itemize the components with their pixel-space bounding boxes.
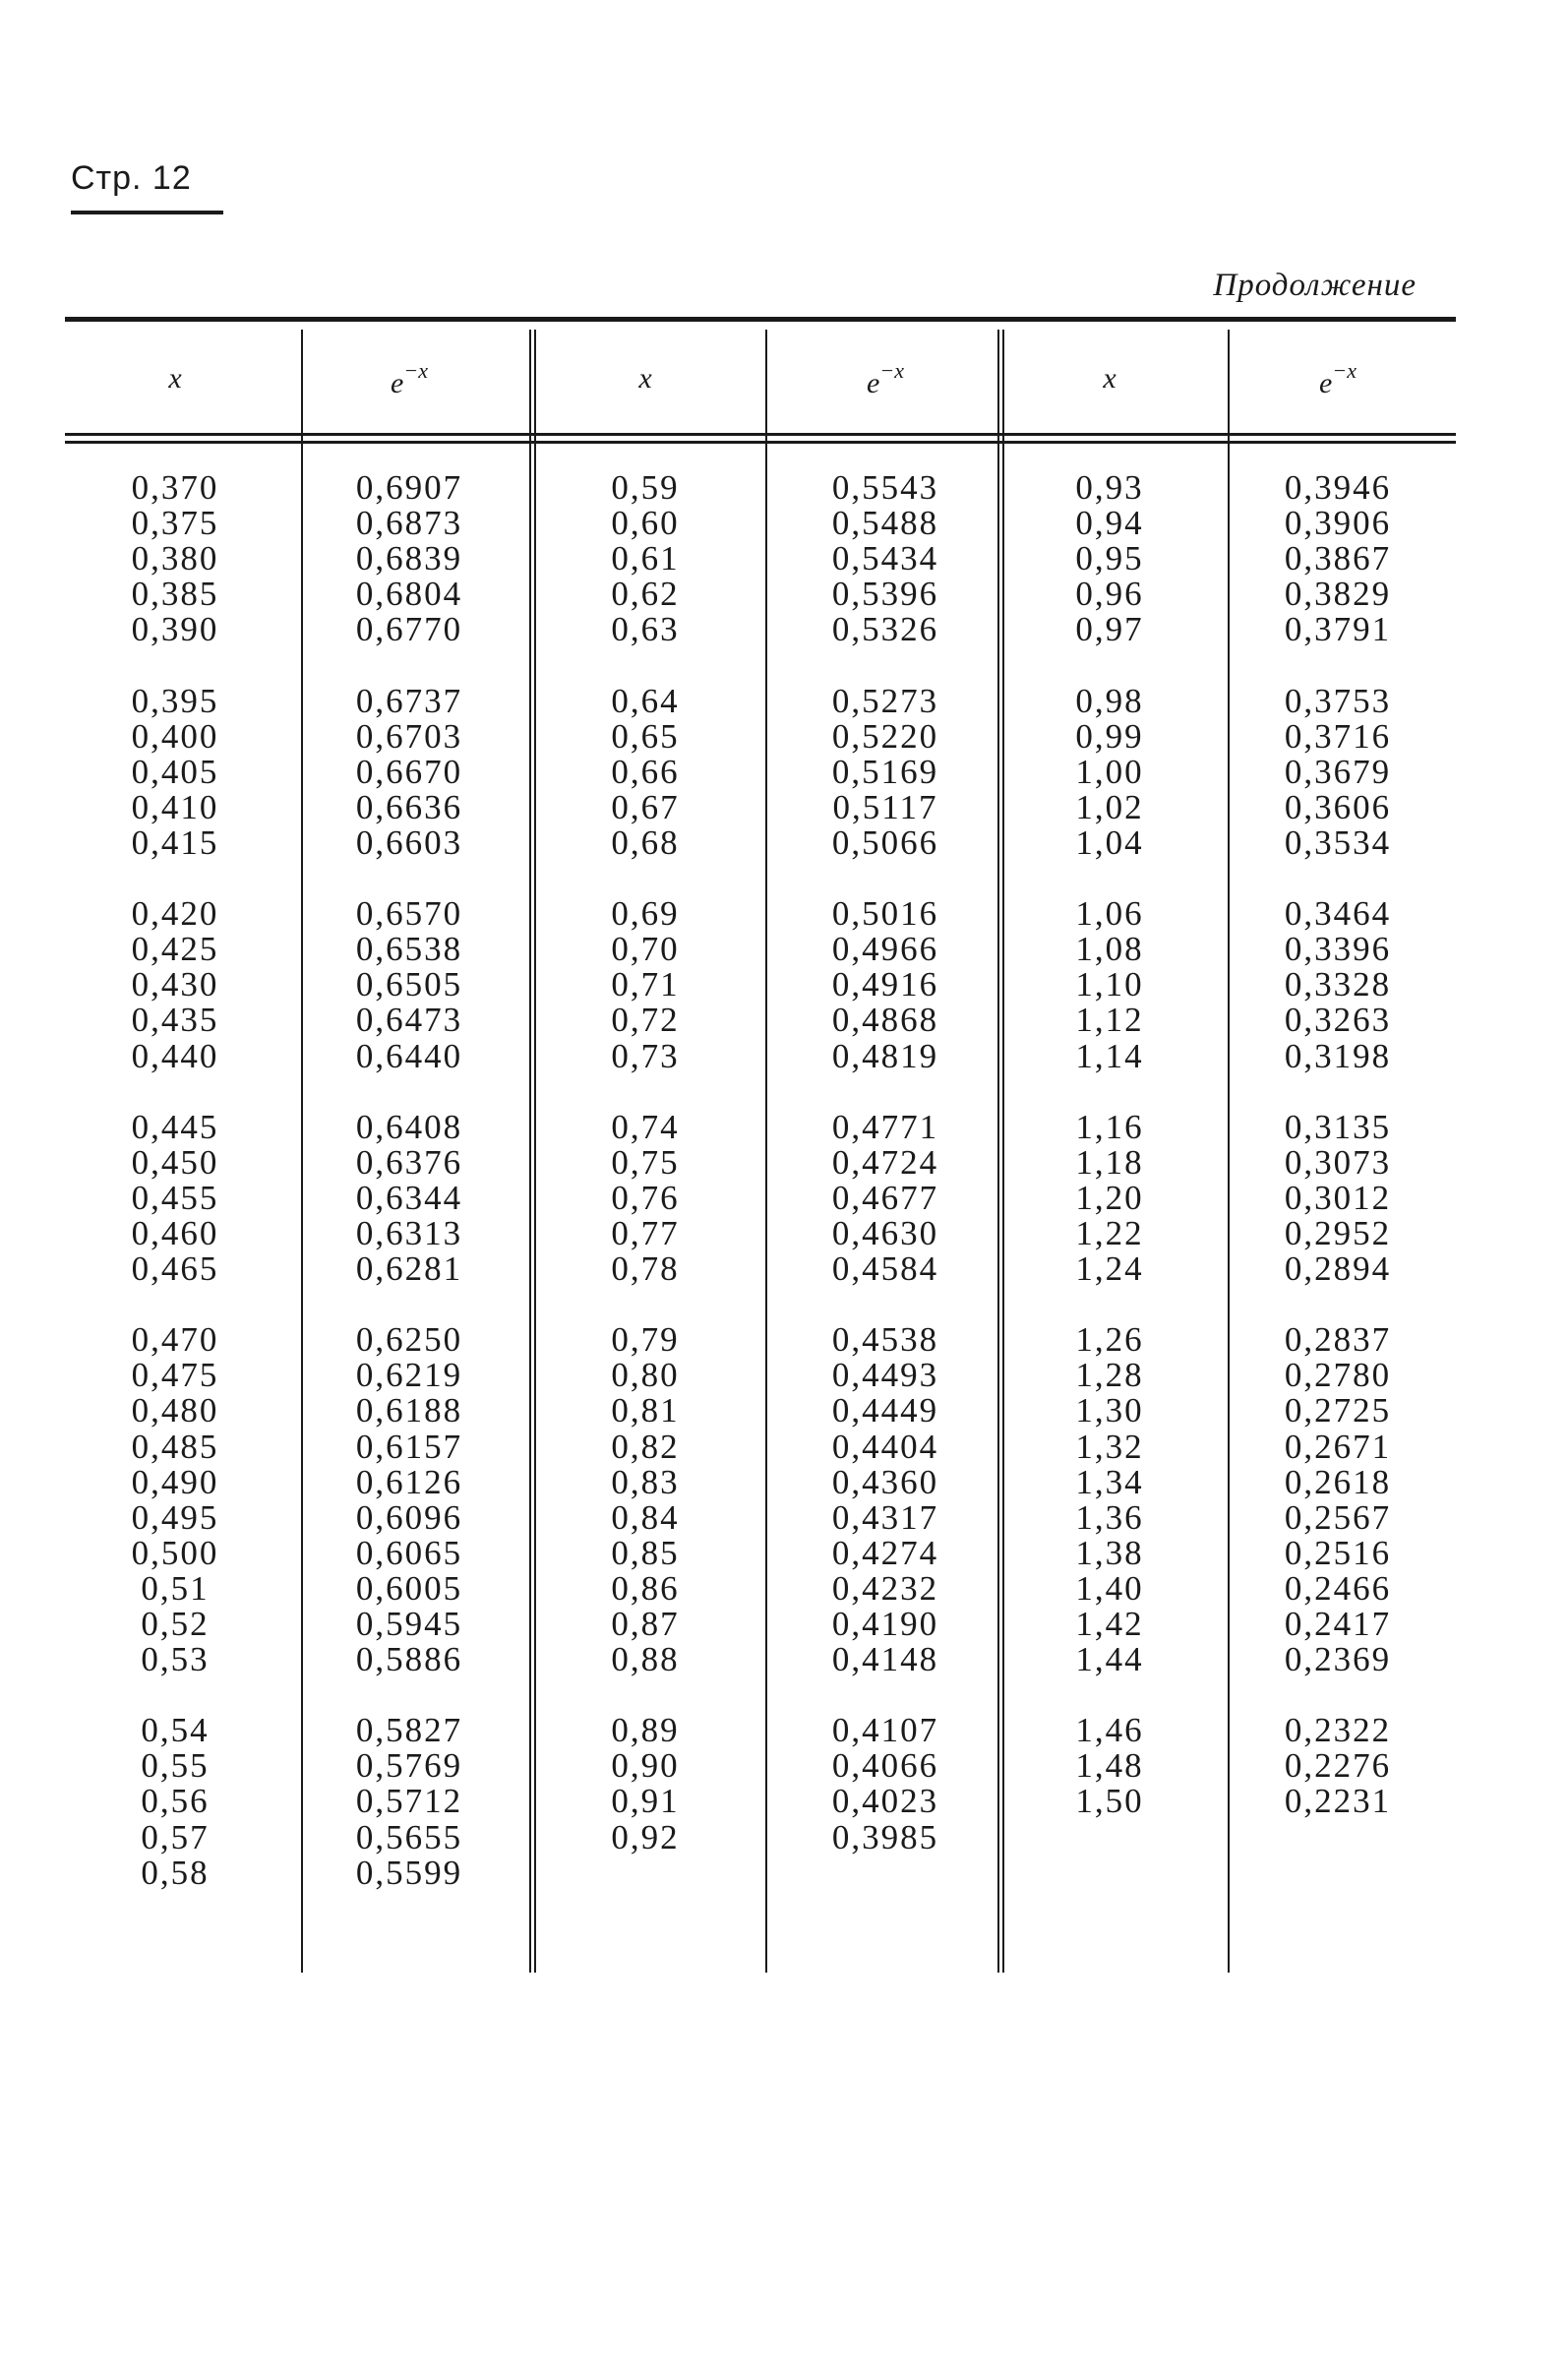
header-exp-neg-x: $e^{-x}$ bbox=[1319, 358, 1357, 399]
table-cell: 0,4677 bbox=[831, 1178, 939, 1217]
table-cell: 0,64 bbox=[611, 681, 680, 720]
table-cell: 0,87 bbox=[611, 1605, 680, 1643]
table-cell: 0,60 bbox=[611, 504, 680, 543]
table-cell: 0,480 bbox=[131, 1391, 219, 1430]
column-divider bbox=[1002, 330, 1004, 1973]
table-cell: 0,6096 bbox=[355, 1497, 463, 1537]
table-cell: 0,5712 bbox=[355, 1782, 463, 1821]
table-cell: 1,20 bbox=[1075, 1178, 1144, 1217]
table-cell: 0,58 bbox=[141, 1853, 210, 1892]
table-cell: 0,2417 bbox=[1284, 1605, 1392, 1643]
table-cell: 0,435 bbox=[131, 1001, 219, 1040]
table-cell: 0,2567 bbox=[1284, 1497, 1392, 1537]
table-cell: 0,6440 bbox=[355, 1036, 463, 1075]
table-cell: 0,2837 bbox=[1284, 1320, 1392, 1360]
table-cell: 0,52 bbox=[141, 1605, 210, 1643]
table-cell: 0,4868 bbox=[831, 1001, 939, 1040]
table-cell: 0,6538 bbox=[355, 930, 463, 969]
table-cell: 0,3464 bbox=[1284, 894, 1392, 934]
table-cell: 0,6250 bbox=[355, 1320, 463, 1360]
column-divider bbox=[529, 330, 531, 1973]
table-cell: 0,68 bbox=[611, 822, 680, 862]
table-cell: 0,6344 bbox=[355, 1178, 463, 1217]
page-label: Стр. 12 bbox=[71, 159, 192, 197]
table-cell: 0,6157 bbox=[355, 1427, 463, 1466]
table-cell: 0,3198 bbox=[1284, 1036, 1392, 1075]
table-cell: 0,59 bbox=[611, 468, 680, 507]
table-cell: 0,3328 bbox=[1284, 965, 1392, 1004]
table-cell: 0,61 bbox=[611, 539, 680, 578]
table-cell: 0,70 bbox=[611, 930, 680, 969]
table-cell: 0,62 bbox=[611, 575, 680, 614]
table-column-6 bbox=[1244, 470, 1431, 1820]
table-cell: 0,5396 bbox=[831, 575, 939, 614]
table-cell: 0,6219 bbox=[355, 1356, 463, 1395]
header-x: x bbox=[1103, 362, 1116, 395]
table-cell: 0,5326 bbox=[831, 610, 939, 649]
table-cell: 0,400 bbox=[131, 716, 219, 756]
table-cell: 1,40 bbox=[1075, 1568, 1144, 1608]
table-column-4 bbox=[792, 470, 979, 1856]
table-cell: 0,2952 bbox=[1284, 1213, 1392, 1252]
table-cell: 0,2369 bbox=[1284, 1640, 1392, 1679]
table-cell: 0,4317 bbox=[831, 1497, 939, 1537]
table-cell: 0,450 bbox=[131, 1142, 219, 1182]
table-cell: 1,26 bbox=[1075, 1320, 1144, 1360]
table-cell: 0,495 bbox=[131, 1497, 219, 1537]
table-cell: 0,97 bbox=[1075, 610, 1144, 649]
header-exp-neg-x: $e^{-x}$ bbox=[391, 358, 428, 399]
table-cell: 0,82 bbox=[611, 1427, 680, 1466]
table-cell: 1,30 bbox=[1075, 1391, 1144, 1430]
table-cell: 0,4493 bbox=[831, 1356, 939, 1395]
table-cell: 0,410 bbox=[131, 787, 219, 826]
table-cell: 0,470 bbox=[131, 1320, 219, 1360]
table-cell: 0,71 bbox=[611, 965, 680, 1004]
table-cell: 0,5945 bbox=[355, 1605, 463, 1643]
table-cell: 0,3135 bbox=[1284, 1107, 1392, 1146]
table-cell: 0,485 bbox=[131, 1427, 219, 1466]
table-cell: 0,3679 bbox=[1284, 752, 1392, 791]
table-cell: 0,98 bbox=[1075, 681, 1144, 720]
table-cell: 0,4819 bbox=[831, 1036, 939, 1075]
header-x: x bbox=[638, 362, 652, 395]
table-cell: 1,34 bbox=[1075, 1462, 1144, 1501]
table-cell: 0,6505 bbox=[355, 965, 463, 1004]
table-cell: 0,96 bbox=[1075, 575, 1144, 614]
table-cell: 0,90 bbox=[611, 1746, 680, 1786]
table-cell: 0,53 bbox=[141, 1640, 210, 1679]
table-cell: 0,95 bbox=[1075, 539, 1144, 578]
table-cell: 0,3716 bbox=[1284, 716, 1392, 756]
table-cell: 0,5543 bbox=[831, 468, 939, 507]
table-cell: 0,4449 bbox=[831, 1391, 939, 1430]
table-cell: 0,5066 bbox=[831, 822, 939, 862]
table-cell: 1,44 bbox=[1075, 1640, 1144, 1679]
table-cell: 0,77 bbox=[611, 1213, 680, 1252]
table-cell: 0,415 bbox=[131, 822, 219, 862]
table-column-5 bbox=[1016, 470, 1203, 1820]
table-cell: 0,4771 bbox=[831, 1107, 939, 1146]
table-cell: 1,14 bbox=[1075, 1036, 1144, 1075]
table-cell: 0,2894 bbox=[1284, 1249, 1392, 1289]
table-cell: 0,4190 bbox=[831, 1605, 939, 1643]
table-cell: 1,50 bbox=[1075, 1782, 1144, 1821]
table-cell: 0,4966 bbox=[831, 930, 939, 969]
table-cell: 0,93 bbox=[1075, 468, 1144, 507]
table-cell: 0,55 bbox=[141, 1746, 210, 1786]
table-cell: 0,420 bbox=[131, 894, 219, 934]
table-cell: 0,6839 bbox=[355, 539, 463, 578]
table-cell: 0,5220 bbox=[831, 716, 939, 756]
table-cell: 0,3985 bbox=[831, 1817, 939, 1856]
table-cell: 0,375 bbox=[131, 504, 219, 543]
table-cell: 0,6636 bbox=[355, 787, 463, 826]
table-cell: 0,4584 bbox=[831, 1249, 939, 1289]
table-cell: 0,3534 bbox=[1284, 822, 1392, 862]
table-cell: 0,3791 bbox=[1284, 610, 1392, 649]
table-cell: 0,3012 bbox=[1284, 1178, 1392, 1217]
table-cell: 0,5016 bbox=[831, 894, 939, 934]
table-cell: 1,12 bbox=[1075, 1001, 1144, 1040]
table-cell: 0,56 bbox=[141, 1782, 210, 1821]
table-cell: 0,4023 bbox=[831, 1782, 939, 1821]
table-cell: 0,5886 bbox=[355, 1640, 463, 1679]
table-cell: 0,430 bbox=[131, 965, 219, 1004]
table-cell: 0,2276 bbox=[1284, 1746, 1392, 1786]
table-cell: 0,6313 bbox=[355, 1213, 463, 1252]
table-cell: 0,4066 bbox=[831, 1746, 939, 1786]
table-cell: 0,4148 bbox=[831, 1640, 939, 1679]
table-cell: 0,395 bbox=[131, 681, 219, 720]
table-cell: 0,74 bbox=[611, 1107, 680, 1146]
table-cell: 0,4232 bbox=[831, 1568, 939, 1608]
table-cell: 1,00 bbox=[1075, 752, 1144, 791]
table-cell: 1,16 bbox=[1075, 1107, 1144, 1146]
table-cell: 0,6603 bbox=[355, 822, 463, 862]
table-cell: 0,81 bbox=[611, 1391, 680, 1430]
table-cell: 0,3946 bbox=[1284, 468, 1392, 507]
table-cell: 0,83 bbox=[611, 1462, 680, 1501]
table-cell: 0,460 bbox=[131, 1213, 219, 1252]
table-cell: 0,490 bbox=[131, 1462, 219, 1501]
table-cell: 0,89 bbox=[611, 1711, 680, 1750]
table-cell: 0,94 bbox=[1075, 504, 1144, 543]
continuation-label: Продолжение bbox=[1213, 268, 1417, 303]
column-divider bbox=[997, 330, 999, 1973]
table-cell: 1,06 bbox=[1075, 894, 1144, 934]
table-top-rule bbox=[65, 317, 1456, 322]
table-cell: 0,2466 bbox=[1284, 1568, 1392, 1608]
table-cell: 0,445 bbox=[131, 1107, 219, 1146]
table-cell: 0,72 bbox=[611, 1001, 680, 1040]
table-cell: 1,36 bbox=[1075, 1497, 1144, 1537]
table-cell: 0,465 bbox=[131, 1249, 219, 1289]
table-cell: 0,6126 bbox=[355, 1462, 463, 1501]
table-cell: 1,18 bbox=[1075, 1142, 1144, 1182]
table-cell: 0,5599 bbox=[355, 1853, 463, 1892]
column-divider bbox=[534, 330, 536, 1973]
table-cell: 0,4404 bbox=[831, 1427, 939, 1466]
table-cell: 0,3073 bbox=[1284, 1142, 1392, 1182]
table-cell: 0,5827 bbox=[355, 1711, 463, 1750]
table-cell: 0,3906 bbox=[1284, 504, 1392, 543]
table-column-1 bbox=[82, 470, 269, 1891]
table-cell: 1,32 bbox=[1075, 1427, 1144, 1466]
table-cell: 0,75 bbox=[611, 1142, 680, 1182]
table-cell: 0,3867 bbox=[1284, 539, 1392, 578]
table-cell: 0,6804 bbox=[355, 575, 463, 614]
table-cell: 0,2725 bbox=[1284, 1391, 1392, 1430]
table-cell: 0,2780 bbox=[1284, 1356, 1392, 1395]
table-column-2 bbox=[316, 470, 503, 1891]
table-cell: 1,48 bbox=[1075, 1746, 1144, 1786]
table-cell: 0,2516 bbox=[1284, 1533, 1392, 1572]
table-cell: 0,4107 bbox=[831, 1711, 939, 1750]
table-cell: 1,08 bbox=[1075, 930, 1144, 969]
table-cell: 0,76 bbox=[611, 1178, 680, 1217]
table-cell: 0,84 bbox=[611, 1497, 680, 1537]
table-cell: 1,42 bbox=[1075, 1605, 1144, 1643]
table-cell: 0,3829 bbox=[1284, 575, 1392, 614]
table-cell: 0,6065 bbox=[355, 1533, 463, 1572]
table-cell: 0,79 bbox=[611, 1320, 680, 1360]
table-cell: 0,69 bbox=[611, 894, 680, 934]
table-cell: 0,2322 bbox=[1284, 1711, 1392, 1750]
table-cell: 0,88 bbox=[611, 1640, 680, 1679]
table-cell: 0,500 bbox=[131, 1533, 219, 1572]
table-cell: 0,65 bbox=[611, 716, 680, 756]
table-cell: 0,6281 bbox=[355, 1249, 463, 1289]
table-cell: 0,385 bbox=[131, 575, 219, 614]
table-cell: 0,66 bbox=[611, 752, 680, 791]
table-cell: 0,370 bbox=[131, 468, 219, 507]
table-cell: 0,390 bbox=[131, 610, 219, 649]
column-divider bbox=[765, 330, 767, 1973]
table-cell: 0,6703 bbox=[355, 716, 463, 756]
table-cell: 0,6473 bbox=[355, 1001, 463, 1040]
table-column-3 bbox=[552, 470, 739, 1856]
table-cell: 0,67 bbox=[611, 787, 680, 826]
table-cell: 0,4916 bbox=[831, 965, 939, 1004]
table-cell: 0,6907 bbox=[355, 468, 463, 507]
table-cell: 0,455 bbox=[131, 1178, 219, 1217]
table-cell: 1,02 bbox=[1075, 787, 1144, 826]
table-cell: 0,6376 bbox=[355, 1142, 463, 1182]
table-cell: 0,86 bbox=[611, 1568, 680, 1608]
table-cell: 0,6005 bbox=[355, 1568, 463, 1608]
table-cell: 1,10 bbox=[1075, 965, 1144, 1004]
table-cell: 0,92 bbox=[611, 1817, 680, 1856]
table-cell: 1,38 bbox=[1075, 1533, 1144, 1572]
table-cell: 0,5655 bbox=[355, 1817, 463, 1856]
table-cell: 0,4274 bbox=[831, 1533, 939, 1572]
table-cell: 0,5769 bbox=[355, 1746, 463, 1786]
header-rule-lower bbox=[65, 441, 1456, 444]
table-cell: 0,6770 bbox=[355, 610, 463, 649]
table-cell: 0,73 bbox=[611, 1036, 680, 1075]
table-cell: 0,6670 bbox=[355, 752, 463, 791]
table-cell: 0,6408 bbox=[355, 1107, 463, 1146]
table-cell: 0,3263 bbox=[1284, 1001, 1392, 1040]
table-cell: 0,51 bbox=[141, 1568, 210, 1608]
table-cell: 0,2671 bbox=[1284, 1427, 1392, 1466]
column-divider bbox=[1228, 330, 1230, 1973]
header-x: x bbox=[168, 362, 182, 395]
table-cell: 0,5488 bbox=[831, 504, 939, 543]
table-cell: 0,3396 bbox=[1284, 930, 1392, 969]
page-label-underline bbox=[71, 211, 223, 214]
table-cell: 1,04 bbox=[1075, 822, 1144, 862]
table-cell: 0,4538 bbox=[831, 1320, 939, 1360]
table-cell: 0,2618 bbox=[1284, 1462, 1392, 1501]
table-cell: 0,475 bbox=[131, 1356, 219, 1395]
table-cell: 0,380 bbox=[131, 539, 219, 578]
table-cell: 0,4724 bbox=[831, 1142, 939, 1182]
table-cell: 0,78 bbox=[611, 1249, 680, 1289]
header-exp-neg-x: $e^{-x}$ bbox=[867, 358, 904, 399]
table-cell: 0,4630 bbox=[831, 1213, 939, 1252]
table-cell: 0,425 bbox=[131, 930, 219, 969]
table-cell: 0,5273 bbox=[831, 681, 939, 720]
table-cell: 0,440 bbox=[131, 1036, 219, 1075]
header-rule-upper bbox=[65, 433, 1456, 436]
table-cell: 1,24 bbox=[1075, 1249, 1144, 1289]
table-cell: 1,46 bbox=[1075, 1711, 1144, 1750]
table-cell: 0,6570 bbox=[355, 894, 463, 934]
table-cell: 0,3753 bbox=[1284, 681, 1392, 720]
table-cell: 0,2231 bbox=[1284, 1782, 1392, 1821]
table-cell: 0,6737 bbox=[355, 681, 463, 720]
table-cell: 0,405 bbox=[131, 752, 219, 791]
table-cell: 0,91 bbox=[611, 1782, 680, 1821]
table-cell: 1,22 bbox=[1075, 1213, 1144, 1252]
table-cell: 0,54 bbox=[141, 1711, 210, 1750]
table-cell: 0,5169 bbox=[831, 752, 939, 791]
table-cell: 0,85 bbox=[611, 1533, 680, 1572]
table-cell: 0,5117 bbox=[832, 787, 938, 826]
table-cell: 0,63 bbox=[611, 610, 680, 649]
table-cell: 0,6188 bbox=[355, 1391, 463, 1430]
table-cell: 0,99 bbox=[1075, 716, 1144, 756]
table-cell: 0,57 bbox=[141, 1817, 210, 1856]
table-cell: 1,28 bbox=[1075, 1356, 1144, 1395]
table-cell: 0,3606 bbox=[1284, 787, 1392, 826]
column-divider bbox=[301, 330, 303, 1973]
table-cell: 0,6873 bbox=[355, 504, 463, 543]
table-cell: 0,4360 bbox=[831, 1462, 939, 1501]
table-cell: 0,5434 bbox=[831, 539, 939, 578]
table-cell: 0,80 bbox=[611, 1356, 680, 1395]
